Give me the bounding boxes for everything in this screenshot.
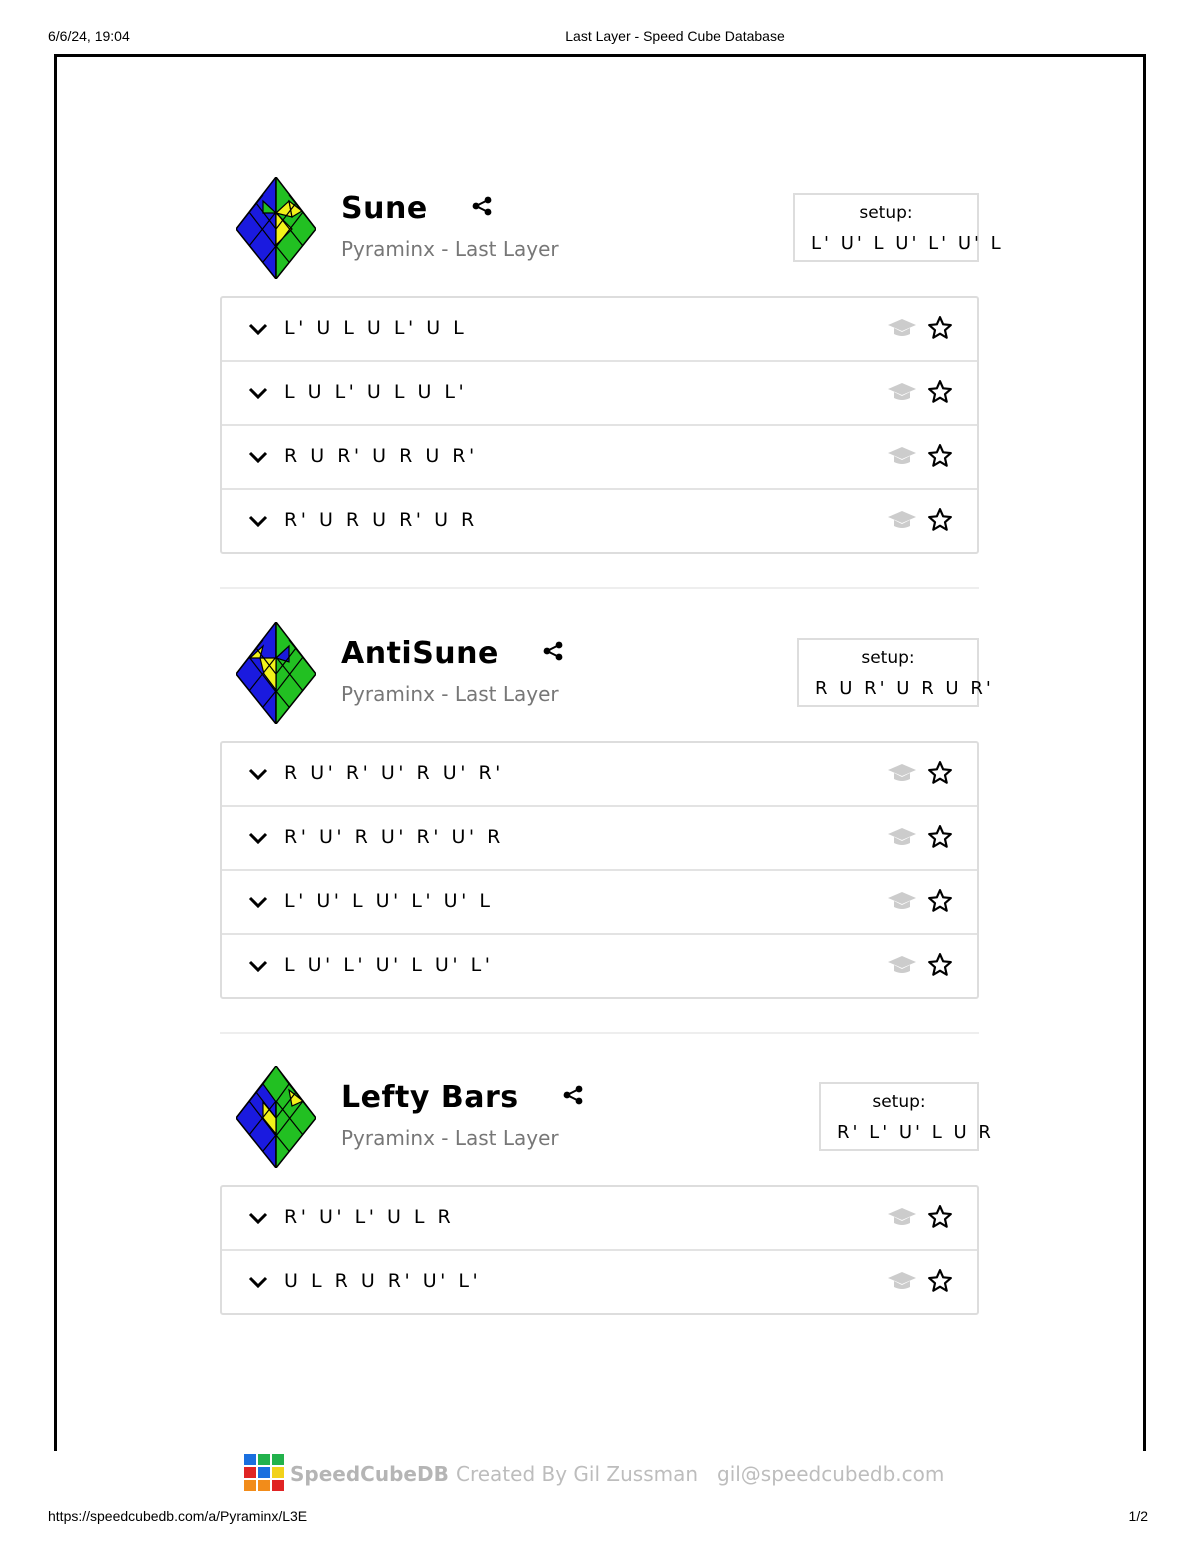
alg-row[interactable]	[222, 298, 977, 360]
star-icon[interactable]	[927, 888, 953, 914]
chevron-down-icon[interactable]	[248, 768, 268, 780]
alg-row[interactable]	[222, 869, 977, 933]
star-icon[interactable]	[927, 315, 953, 341]
case-title	[341, 636, 564, 671]
alg-text: R U' R' U' R U' R'	[284, 762, 504, 784]
section-divider	[220, 1032, 979, 1034]
alg-row[interactable]	[222, 424, 977, 488]
speedcubedb-logo-icon[interactable]	[244, 1454, 286, 1492]
print-header	[0, 28, 1200, 48]
alg-row[interactable]	[222, 360, 977, 424]
brand-name[interactable]: SpeedCubeDB	[290, 1462, 449, 1486]
section-divider	[220, 587, 979, 589]
case-title-text: AntiSune	[341, 636, 499, 671]
alg-text: R U R' U R U R'	[284, 445, 478, 467]
chevron-down-icon[interactable]	[248, 1276, 268, 1288]
chevron-down-icon[interactable]	[248, 387, 268, 399]
alg-text: L' U L U L' U L	[284, 317, 468, 339]
alg-text: L U' L' U' L U' L'	[284, 954, 494, 976]
alg-text: L U L' U L U L'	[284, 381, 468, 403]
chevron-down-icon[interactable]	[248, 323, 268, 335]
graduation-cap-icon[interactable]	[887, 1207, 917, 1227]
alg-list	[220, 296, 979, 554]
setup-box	[797, 638, 994, 707]
star-icon[interactable]	[927, 1268, 953, 1294]
setup-alg: R' L' U' L U R	[837, 1122, 994, 1143]
print-page-count: 1/2	[1128, 1508, 1148, 1524]
setup-label: setup:	[859, 203, 913, 223]
alg-text: L' U' L U' L' U' L	[284, 890, 494, 912]
case-header	[220, 1066, 994, 1178]
alg-text: R' U' L' U L R	[284, 1206, 455, 1228]
print-url: https://speedcubedb.com/a/Pyraminx/L3E	[48, 1508, 308, 1524]
case-subtitle: Pyraminx - Last Layer	[341, 237, 559, 261]
case-section-sune	[220, 177, 1004, 554]
star-icon[interactable]	[927, 952, 953, 978]
share-icon[interactable]	[471, 196, 493, 216]
alg-row[interactable]	[222, 743, 977, 805]
alg-text: R' U R U R' U R	[284, 509, 478, 531]
case-section-lefty-bars	[220, 1066, 994, 1315]
share-icon[interactable]	[562, 1085, 584, 1105]
chevron-down-icon[interactable]	[248, 960, 268, 972]
alg-list	[220, 1185, 979, 1315]
star-icon[interactable]	[927, 760, 953, 786]
case-header	[220, 622, 994, 734]
graduation-cap-icon[interactable]	[887, 446, 917, 466]
case-title-text: Sune	[341, 191, 428, 226]
alg-row[interactable]	[222, 1187, 977, 1249]
pyraminx-icon	[236, 1066, 316, 1168]
setup-label: setup:	[872, 1092, 926, 1112]
print-date: 6/6/24, 19:04	[48, 28, 130, 44]
alg-text: R' U' R U' R' U' R	[284, 826, 504, 848]
share-icon[interactable]	[542, 641, 564, 661]
alg-text: U L R U R' U' L'	[284, 1270, 482, 1292]
case-subtitle: Pyraminx - Last Layer	[341, 682, 559, 706]
case-title-text: Lefty Bars	[341, 1080, 519, 1115]
star-icon[interactable]	[927, 507, 953, 533]
alg-row[interactable]	[222, 933, 977, 997]
print-footer	[0, 1508, 1200, 1528]
case-header	[220, 177, 1004, 289]
setup-alg: L' U' L U' L' U' L	[811, 233, 1004, 254]
chevron-down-icon[interactable]	[248, 515, 268, 527]
chevron-down-icon[interactable]	[248, 832, 268, 844]
email-link[interactable]: gil@speedcubedb.com	[717, 1462, 945, 1486]
alg-row[interactable]	[222, 1249, 977, 1313]
graduation-cap-icon[interactable]	[887, 827, 917, 847]
credit-text: Created By Gil Zussman	[456, 1462, 699, 1486]
graduation-cap-icon[interactable]	[887, 891, 917, 911]
setup-box	[793, 193, 1004, 262]
pyraminx-icon	[236, 177, 316, 279]
chevron-down-icon[interactable]	[248, 896, 268, 908]
alg-row[interactable]	[222, 805, 977, 869]
setup-alg: R U R' U R U R'	[815, 678, 994, 699]
graduation-cap-icon[interactable]	[887, 955, 917, 975]
chevron-down-icon[interactable]	[248, 1212, 268, 1224]
print-title: Last Layer - Speed Cube Database	[565, 28, 785, 44]
pyraminx-icon	[236, 622, 316, 724]
graduation-cap-icon[interactable]	[887, 1271, 917, 1291]
case-title	[341, 191, 493, 226]
chevron-down-icon[interactable]	[248, 451, 268, 463]
graduation-cap-icon[interactable]	[887, 510, 917, 530]
case-section-antisune	[220, 622, 994, 999]
star-icon[interactable]	[927, 824, 953, 850]
star-icon[interactable]	[927, 379, 953, 405]
setup-label: setup:	[861, 648, 915, 668]
star-icon[interactable]	[927, 443, 953, 469]
case-subtitle: Pyraminx - Last Layer	[341, 1126, 559, 1150]
setup-box	[819, 1082, 994, 1151]
star-icon[interactable]	[927, 1204, 953, 1230]
case-title	[341, 1080, 584, 1115]
graduation-cap-icon[interactable]	[887, 382, 917, 402]
graduation-cap-icon[interactable]	[887, 318, 917, 338]
alg-row[interactable]	[222, 488, 977, 552]
alg-list	[220, 741, 979, 999]
graduation-cap-icon[interactable]	[887, 763, 917, 783]
